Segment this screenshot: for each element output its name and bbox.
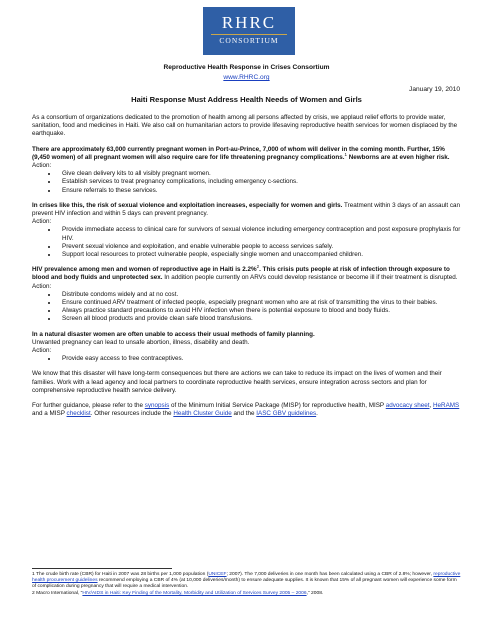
herams-link[interactable]: HeRAMS <box>433 402 460 410</box>
footnote-2 <box>32 591 462 597</box>
section-violence-text: Treatment within 3 days of an assault can prevent HIV infection and within 5 days can prevent pregnancy. <box>32 201 461 218</box>
list-item: • Screen all blood products and provide clean safe blood transfusions. <box>58 315 462 323</box>
list-item: • Provide immediate access to clinical care for survivors of sexual violence including emergency contraception and post exposure prophylaxis for HIV. <box>58 226 462 242</box>
document-title: Haiti Response Must Address Health Needs of Women and Girls <box>131 95 362 104</box>
section-violence <box>32 202 462 227</box>
action-list-hiv <box>32 291 462 324</box>
logo-divider <box>211 34 287 35</box>
footnote-text: ; 2007). The 7,000 deliveries in one month has been calculated using a CBR of 2.8%; however, <box>226 572 434 577</box>
list-item: • Always practice standard precautions to avoid HIV infection when there is potential exposure to blood and body fluids. <box>58 307 462 315</box>
rhrc-logo <box>203 7 295 55</box>
guidance-text: and a MISP <box>32 410 67 418</box>
section-hiv-lead: HIV prevalence among men and women of reproductive age in Haiti is 2.2% <box>32 266 257 274</box>
footnote-text: 2 Macro International, " <box>32 590 83 596</box>
section-fp-lead: In a natural disaster women are often unable to access their usual methods of family planning. <box>32 330 315 338</box>
list-item: • Distribute condoms widely and at no cost. <box>58 291 462 299</box>
document-body <box>32 114 462 426</box>
closing-paragraph: We know that this disaster will have long-term consequences but there are actions we can take to reduce its impact on the lives of women and their families. Work with a lead agency and local partners to coordinate reproductive health services, ensure integration across sectors and plan for comprehensive reproductive health service delivery. <box>32 370 442 394</box>
action-list-family-planning <box>32 355 462 363</box>
footnotes <box>32 568 462 597</box>
action-label: Action: <box>32 218 52 226</box>
footnote-text: recommend employing a CBR of 4% (at 10,000 deliveries/month) to ensure adequate supplies. It is known that 15% of all pregnant women will experience some form of complication during pregnancy that will require a medical intervention. <box>32 578 457 590</box>
procurement-guidelines-link[interactable]: reproductive health procurement guidelines <box>32 572 461 584</box>
action-label: Action: <box>32 162 52 170</box>
section-hiv-lead-2: . This crisis puts people at risk of infection through exposure to blood and body fluids and unprotected sex. <box>32 266 450 282</box>
list-item: • Ensure referrals to these services. <box>58 187 462 195</box>
section-hiv <box>32 266 462 291</box>
list-item: • Establish services to treat pregnancy complications, including emergency c-sections. <box>58 178 462 186</box>
action-list-pregnancy <box>32 170 462 195</box>
guidance-text: For further guidance, please refer to the <box>32 402 145 410</box>
footnote-1 <box>32 572 462 591</box>
health-cluster-guide-link[interactable]: Health Cluster Guide <box>173 410 232 418</box>
hiv-survey-link[interactable]: HIV/AIDS in Haiti: Key Finding of the Mortality, Morbidity and Utilization of Services Survey 2005 – 2006 <box>82 590 307 596</box>
advocacy-sheet-link[interactable]: advocacy sheet <box>385 402 430 410</box>
guidance-text: and the <box>231 410 257 418</box>
org-url-link[interactable]: www.RHRC.org <box>223 74 270 81</box>
action-label: Action: <box>32 347 52 355</box>
guidance-text: of the Minimum Initial Service Package (MISP) for reproductive health, MISP <box>169 402 386 410</box>
logo-subtitle: CONSORTIUM <box>219 36 279 45</box>
logo-title: RHRC <box>221 13 277 32</box>
list-item: • Prevent sexual violence and exploitation, and enable vulnerable people to access services safely. <box>58 243 462 251</box>
section-hiv-text: In addition people currently on ARVs could develop resistance or become ill if their treatment is disrupted. <box>162 274 458 282</box>
list-item: • Give clean delivery kits to all visibly pregnant women. <box>58 170 462 178</box>
unicef-link[interactable]: UNICEF <box>208 572 227 577</box>
guidance-text: . Other resources include the <box>90 410 174 418</box>
section-violence-lead: In crises like this, the risk of sexual violence and exploitation increases, especially for women and girls. <box>32 201 343 209</box>
footnote-text: ," 2008. <box>306 590 324 596</box>
section-fp-text: Unwanted pregnancy can lead to unsafe abortion, illness, disability and death. <box>32 338 250 346</box>
footnote-text: 1 The crude birth rate (CBR) for Haiti in 2007 was 28 births per 1,000 population ( <box>32 572 209 577</box>
guidance-text: , <box>429 402 433 410</box>
section-family-planning <box>32 331 462 356</box>
section-pregnancy-lead-2: Newborns are at even higher risk. <box>346 153 450 161</box>
guidance-text: . <box>316 410 318 418</box>
org-name: Reproductive Health Response in Crises Consortium <box>163 64 330 71</box>
intro-paragraph: As a consortium of organizations dedicated to the promotion of health among all persons affected by crisis, we applaud relief efforts to provide water, sanitation, food and medicines in Haiti. We also call on humanitarian actors to provide lifesaving reproductive health services for women displaced by the earthquake. <box>32 114 458 138</box>
footnote-divider <box>32 568 172 569</box>
action-label: Action: <box>32 282 52 290</box>
document-date: January 19, 2010 <box>409 86 460 93</box>
list-item: • Support local resources to protect vulnerable people, especially single women and unaccompanied children. <box>58 251 462 259</box>
section-pregnancy <box>32 146 462 171</box>
footnote-ref-1: 1 <box>344 151 347 157</box>
synopsis-link[interactable]: synopsis <box>144 402 170 410</box>
list-item: • Provide easy access to free contraceptives. <box>58 355 462 363</box>
checklist-link[interactable]: checklist <box>66 410 91 418</box>
action-list-violence <box>32 226 462 259</box>
list-item: • Ensure continued ARV treatment of infected people, especially pregnant women who are at risk of transmitting the virus to their babies. <box>58 299 462 307</box>
footnote-ref-2: 2 <box>256 264 260 270</box>
iasc-gbv-guidelines-link[interactable]: IASC GBV guidelines <box>256 410 317 418</box>
guidance-paragraph <box>32 402 462 418</box>
section-pregnancy-lead: There are approximately 63,000 currently pregnant women in Port-au-Prince, 7,000 of whom will deliver in the coming month. Further, 15% (9,450 women) of all pregnant women will also require care for life threatening pregnancy complications. <box>32 145 445 161</box>
